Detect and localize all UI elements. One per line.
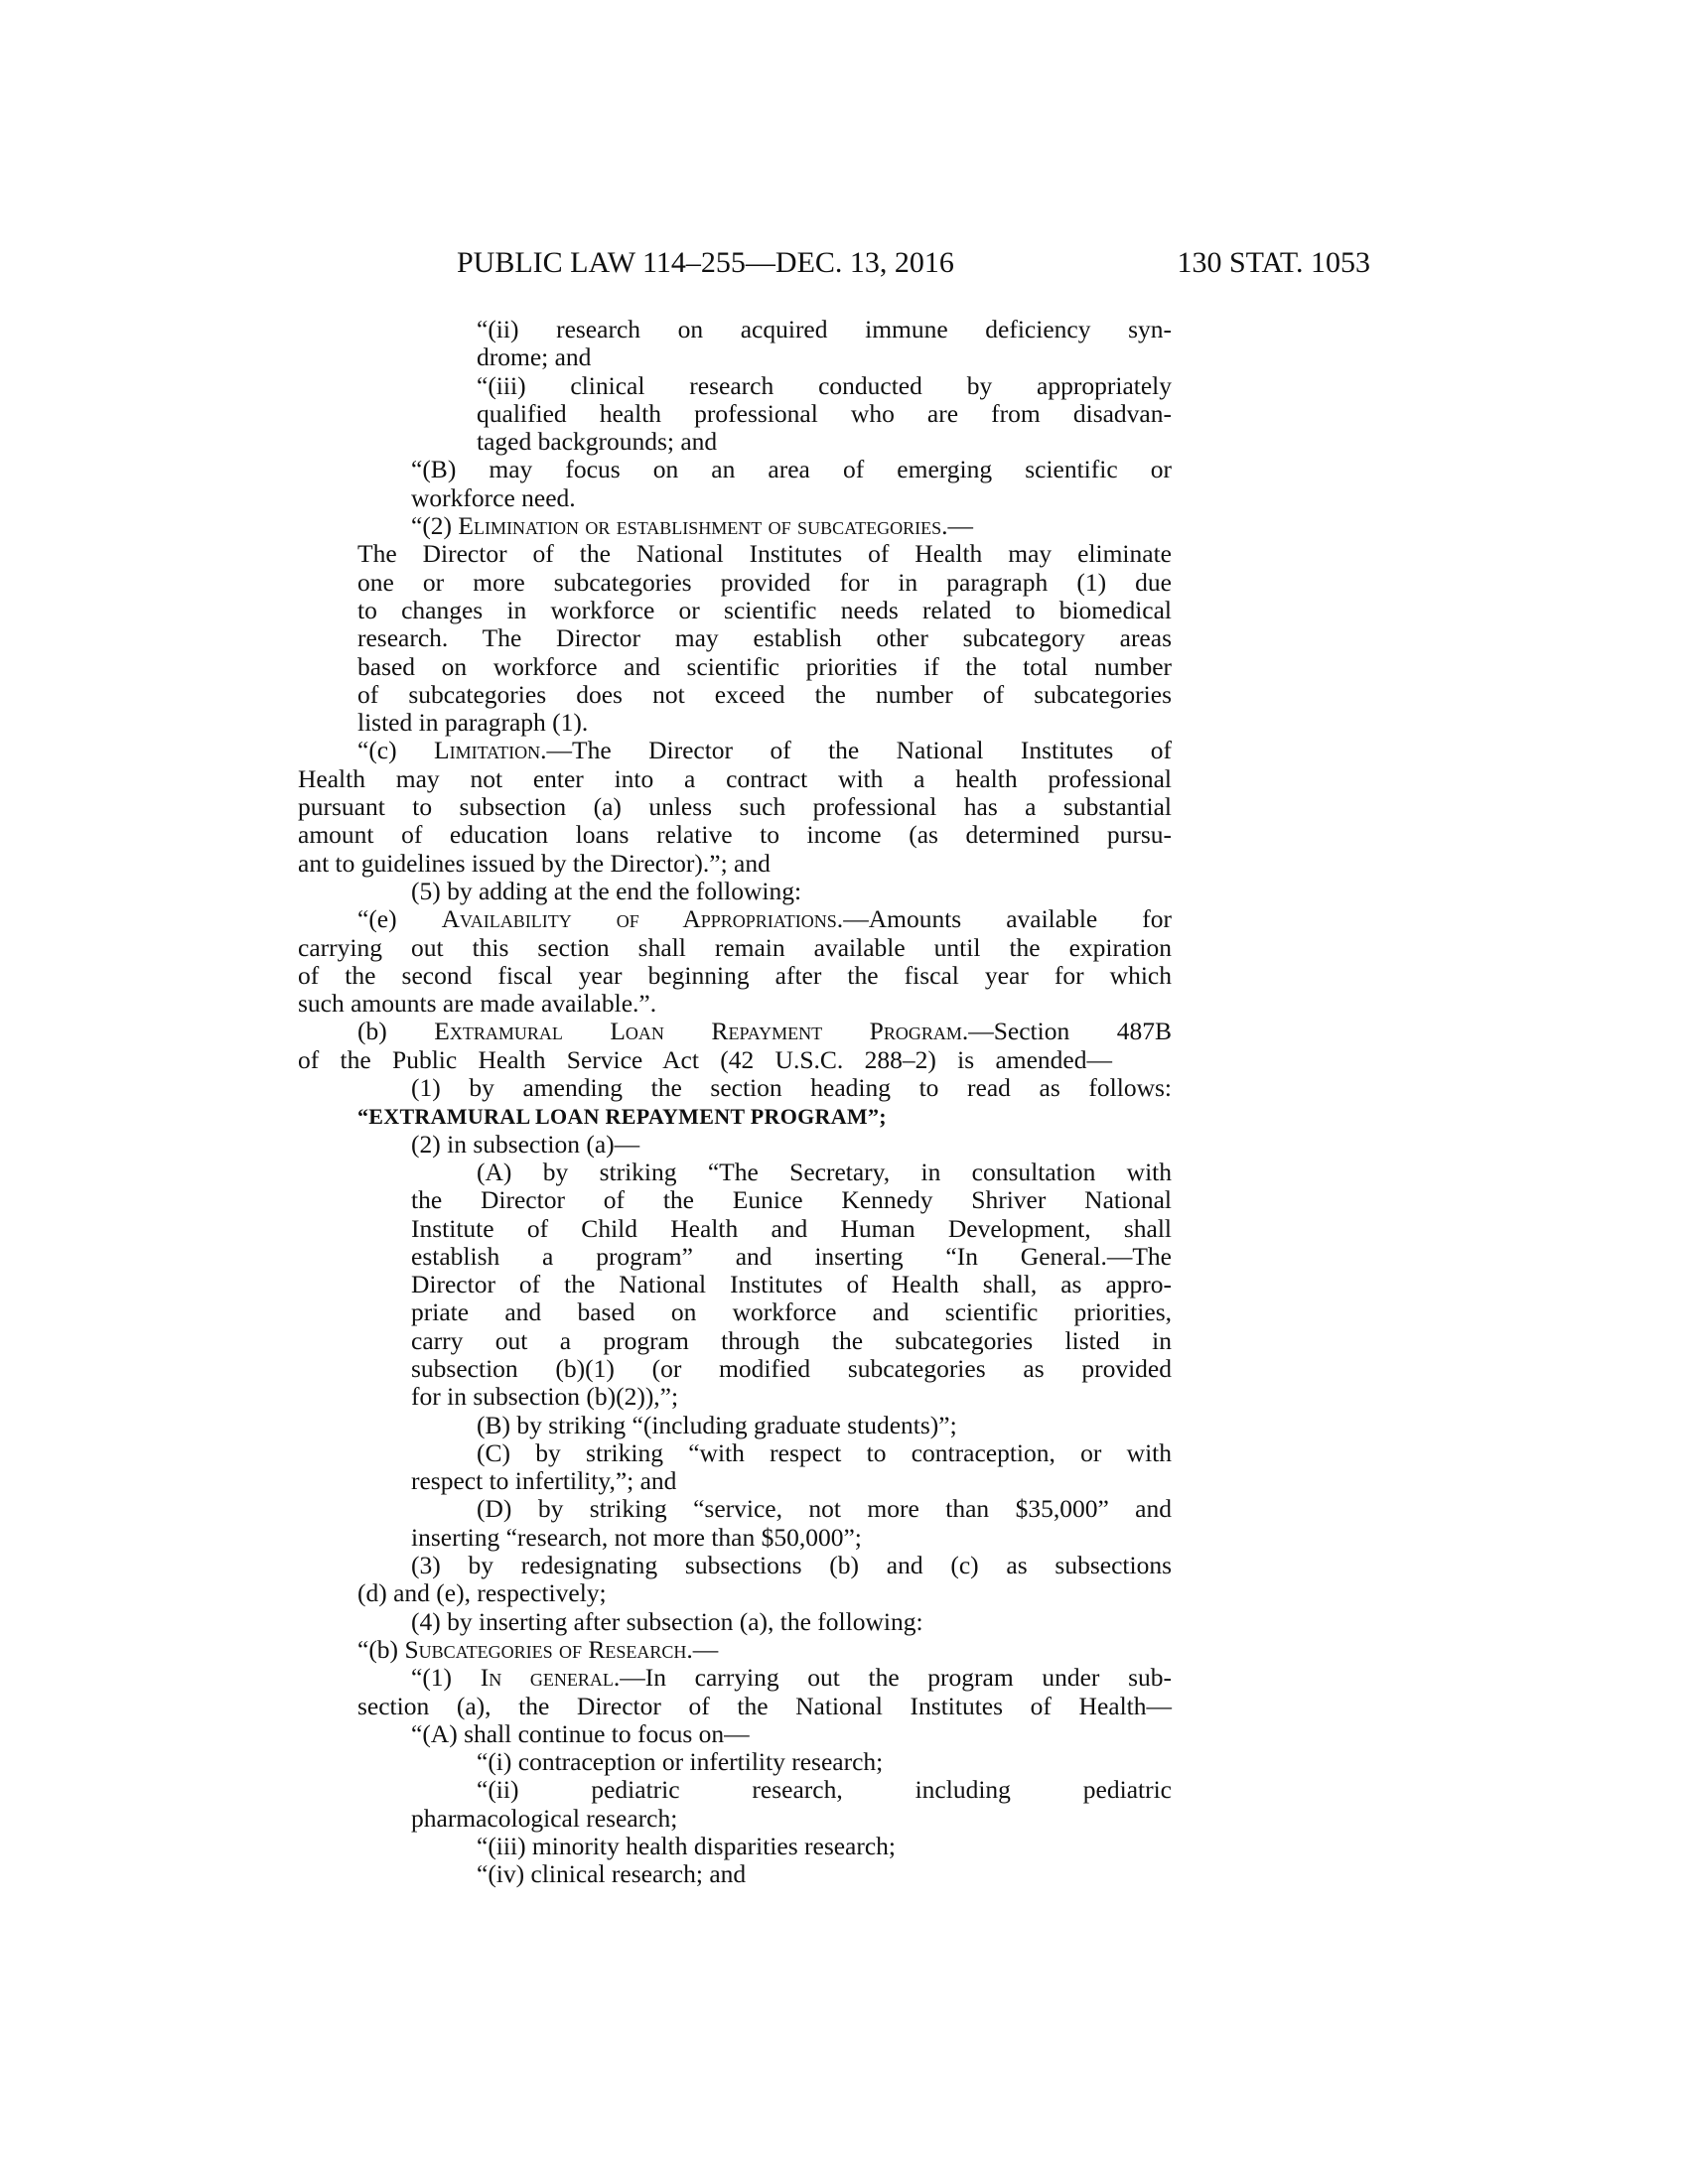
line-text: “(B) may focus on an area of emerging scientific or <box>411 455 1172 484</box>
text-line <box>357 1018 1172 1045</box>
line-lead: “(c) <box>357 736 435 765</box>
text-line <box>411 1327 1172 1355</box>
line-text: —Amounts available for <box>843 904 1172 934</box>
line-text: —The Director of the National Institutes of <box>546 736 1172 765</box>
text-line <box>411 1271 1172 1298</box>
stat-page-number: 130 STAT. 1053 <box>1177 246 1370 279</box>
line-text: section (a), the Director of the National Institutes of Health— <box>357 1691 1172 1720</box>
line-text: qualified health professional who are from disadvan- <box>477 398 1172 428</box>
section-heading: Limitation. <box>434 736 547 765</box>
line-text: such amounts are made available.”. <box>298 989 657 1019</box>
line-text: Director of the National Institutes of Health shall, as appro- <box>411 1270 1172 1299</box>
text-line <box>477 372 1172 400</box>
line-text: The Director of the National Institutes of Health may eliminate <box>357 539 1172 569</box>
document-body <box>298 316 1172 1889</box>
text-line <box>477 316 1172 343</box>
text-line <box>477 400 1172 428</box>
line-text: respect to infertility,”; and <box>411 1466 677 1496</box>
text-line <box>411 1074 1172 1102</box>
text-line <box>477 1159 1172 1186</box>
text-line <box>298 793 1172 821</box>
line-lead: (b) <box>357 1017 435 1046</box>
line-text: (A) by striking “The Secretary, in consultation with <box>477 1157 1172 1186</box>
text-line <box>411 1215 1172 1243</box>
line-text: “(2) Elimination or establishment of subcategories.— <box>411 511 973 541</box>
line-text: Institute of Child Health and Human Development, shall <box>411 1213 1172 1243</box>
text-line <box>411 1186 1172 1214</box>
text-line <box>411 1608 1172 1636</box>
text-line <box>477 1495 1172 1523</box>
line-text: “(iii) clinical research conducted by appropriately <box>477 370 1172 400</box>
line-lead: “(b) <box>357 1634 405 1664</box>
line-text: priate and based on workforce and scientific priorities, <box>411 1297 1172 1327</box>
text-line <box>411 1524 1172 1552</box>
line-text: ant to guidelines issued by the Director).”; and <box>298 848 771 878</box>
section-heading: Extramural Loan Repayment Program. <box>434 1017 969 1046</box>
text-line <box>477 428 1172 456</box>
text-line <box>477 1833 1172 1860</box>
text-line <box>411 878 1172 905</box>
line-text: —Section 487B <box>968 1017 1172 1046</box>
text-line <box>357 597 1172 624</box>
line-text: (5) by adding at the end the following: <box>411 876 802 905</box>
line-text: of the second fiscal year beginning after the fiscal year for which <box>298 960 1172 990</box>
line-text: for in subsection (b)(2)),”; <box>411 1382 679 1412</box>
text-line <box>357 1636 1172 1664</box>
line-text: “(ii) research on acquired immune deficiency syn- <box>477 315 1172 343</box>
line-text: — <box>692 1634 719 1664</box>
page-header <box>457 246 1370 286</box>
text-line <box>477 1412 1172 1439</box>
line-text: carry out a program through the subcategories listed in <box>411 1325 1172 1355</box>
line-text: “(iii) minority health disparities research; <box>477 1832 897 1861</box>
line-text: of the Public Health Service Act (42 U.S.C. 288–2) is amended— <box>298 1044 1112 1074</box>
text-line <box>298 934 1172 962</box>
text-line <box>411 1664 1172 1692</box>
line-text: “(i) contraception or infertility research; <box>477 1747 884 1777</box>
line-lead: “(e) <box>357 904 442 934</box>
line-text: research. The Director may establish other subcategory areas <box>357 623 1172 653</box>
text-line <box>411 484 1172 512</box>
section-heading: In general. <box>480 1663 621 1693</box>
line-text: (4) by inserting after subsection (a), the following: <box>411 1606 923 1636</box>
line-text: to changes in workforce or scientific needs related to biomedical <box>357 595 1172 624</box>
text-line <box>411 1243 1172 1271</box>
line-lead: “(1) <box>411 1663 481 1693</box>
text-line <box>411 512 1172 540</box>
text-line <box>477 1860 1172 1888</box>
text-line <box>357 569 1172 597</box>
line-text: pharmacological research; <box>411 1803 678 1833</box>
text-line <box>298 1046 1112 1074</box>
section-heading: Availability of Appropriations. <box>441 904 844 934</box>
line-text: (C) by striking “with respect to contraception, or with <box>477 1437 1172 1467</box>
text-line <box>477 1439 1172 1467</box>
line-text: establish a program” and inserting “In General.—The <box>411 1241 1172 1271</box>
text-line <box>357 737 1172 764</box>
text-line <box>411 1383 1172 1411</box>
text-line <box>357 709 1172 737</box>
line-text: “(A) shall continue to focus on— <box>411 1718 750 1748</box>
line-text: the Director of the Eunice Kennedy Shriver National <box>411 1185 1172 1215</box>
line-text: inserting “research, not more than $50,000”; <box>411 1522 862 1552</box>
text-line <box>357 624 1172 652</box>
line-text: (B) by striking “(including graduate students)”; <box>477 1410 957 1439</box>
line-text: amount of education loans relative to income (as determined pursu- <box>298 820 1172 850</box>
line-text: one or more subcategories provided for in paragraph (1) due <box>357 567 1172 597</box>
text-line <box>411 1552 1172 1579</box>
text-line <box>411 1355 1172 1383</box>
text-line <box>411 1467 1172 1495</box>
text-line <box>411 1720 1172 1748</box>
line-text: (2) in subsection (a)— <box>411 1129 640 1159</box>
line-text: (1) by amending the section heading to read as follows: <box>411 1073 1172 1103</box>
text-line <box>298 821 1172 849</box>
text-line <box>477 343 1172 371</box>
text-line <box>477 1776 1172 1804</box>
text-line <box>298 990 1172 1018</box>
text-line <box>357 681 1172 709</box>
line-text: “(ii) pediatric research, including pediatric <box>477 1775 1172 1805</box>
text-line <box>357 653 1172 681</box>
text-line <box>357 1579 1172 1607</box>
line-text: of subcategories does not exceed the number of subcategories <box>357 679 1172 709</box>
line-text: (d) and (e), respectively; <box>357 1578 607 1608</box>
line-text: listed in paragraph (1). <box>357 708 589 738</box>
line-text: (D) by striking “service, not more than $35,000” and <box>477 1494 1172 1524</box>
text-line <box>298 765 1172 793</box>
line-text: “EXTRAMURAL LOAN REPAYMENT PROGRAM”; <box>357 1104 887 1130</box>
line-text: subsection (b)(1) (or modified subcategories as provided <box>411 1353 1172 1383</box>
line-text: “(iv) clinical research; and <box>477 1859 747 1889</box>
section-heading: Subcategories of Research. <box>404 1634 693 1664</box>
text-line <box>411 456 1172 483</box>
line-text: Health may not enter into a contract with a health professional <box>298 763 1172 793</box>
line-text: drome; and <box>477 342 592 372</box>
text-line <box>298 962 1172 990</box>
line-text: pursuant to subsection (a) unless such professional has a substantial <box>298 792 1172 822</box>
line-text: based on workforce and scientific priorities if the total number <box>357 651 1172 681</box>
text-line <box>357 540 1172 568</box>
line-text: —In carrying out the program under sub- <box>620 1663 1172 1693</box>
text-line <box>411 1805 1172 1833</box>
line-text: carrying out this section shall remain available until the expiration <box>298 932 1172 962</box>
line-text: workforce need. <box>411 482 576 512</box>
text-line <box>411 1131 1172 1159</box>
law-title: PUBLIC LAW 114–255—DEC. 13, 2016 <box>457 246 954 279</box>
line-text: taged backgrounds; and <box>477 427 718 457</box>
line-text: (3) by redesignating subsections (b) and (c) as subsections <box>411 1551 1172 1580</box>
text-line <box>298 850 1172 878</box>
text-line <box>357 1102 1172 1130</box>
text-line <box>477 1748 1172 1776</box>
text-line <box>411 1298 1172 1326</box>
text-line <box>357 1693 1172 1720</box>
text-line <box>357 905 1172 933</box>
